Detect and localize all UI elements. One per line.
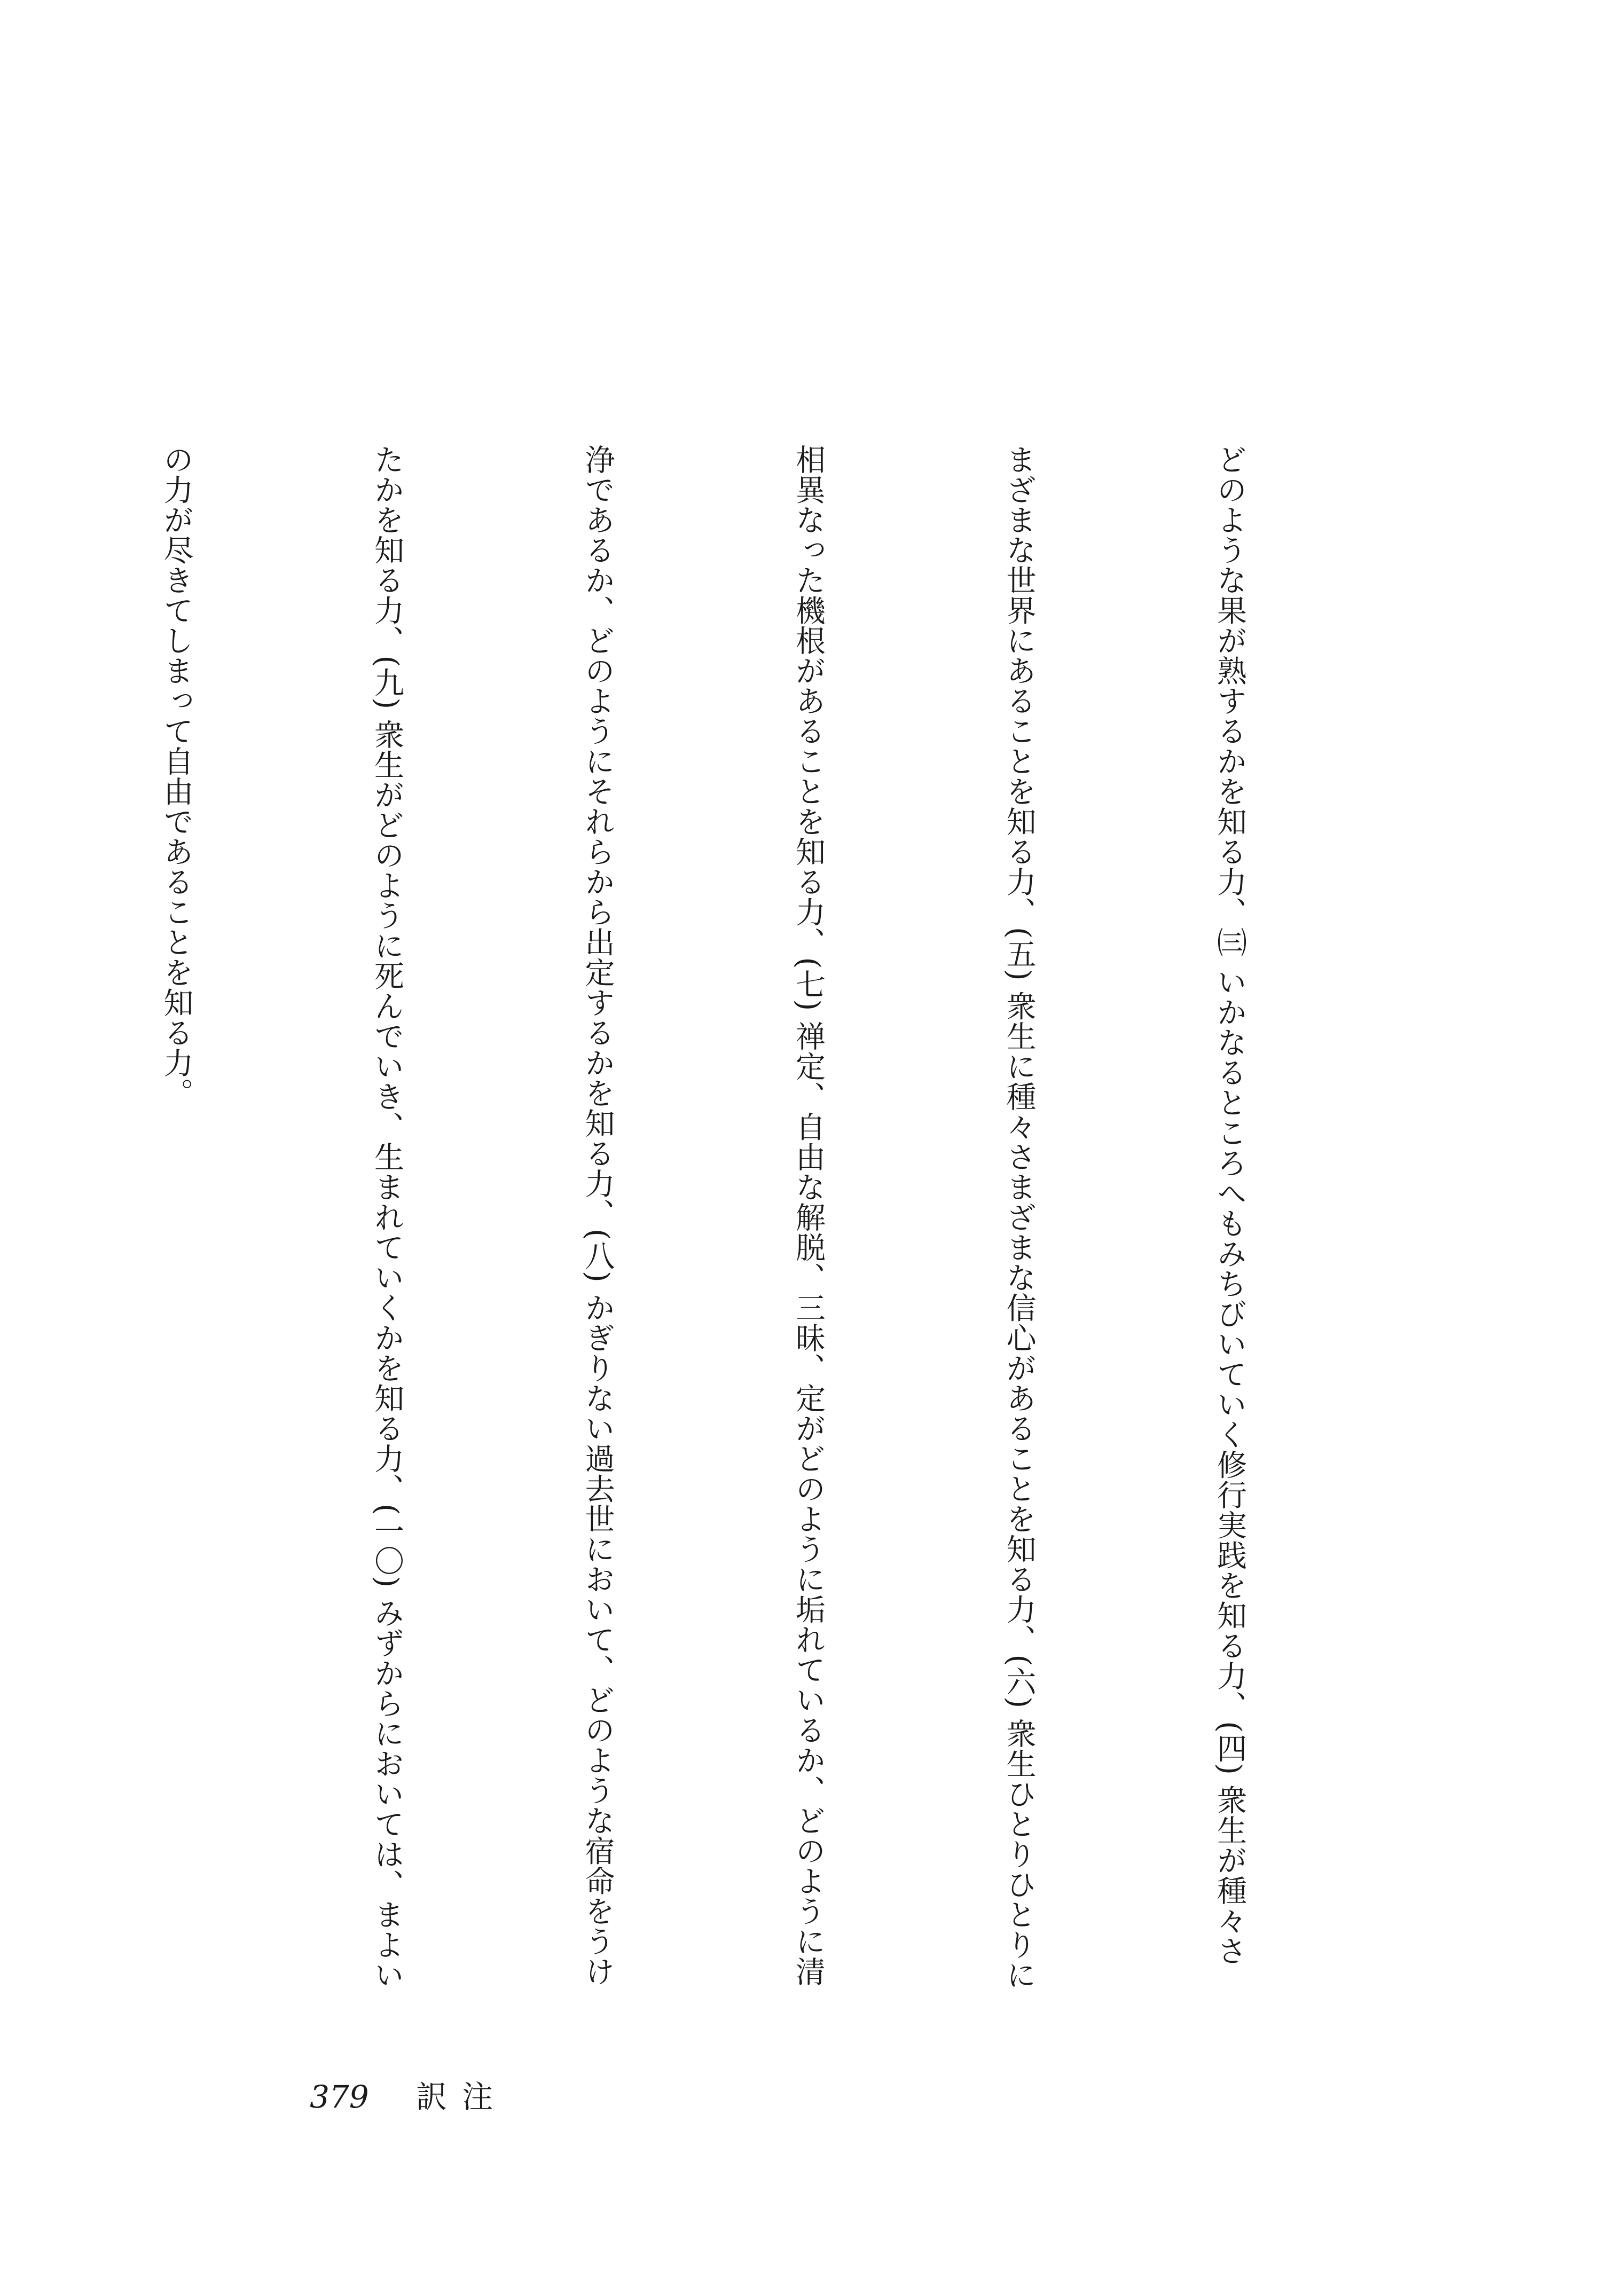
text-line: 浄であるか、どのようにそれらから出定するかを知る力、(八) かぎりない過去世において、どのような宿命をうけ <box>580 444 615 1986</box>
section-title: 訳注 <box>416 2079 508 2115</box>
annotation-text-block <box>0 444 1405 2046</box>
text-line: 相異なった機根があることを知る力、(七) 禅定、自由な解脱、三昧、定がどのように垢れているか、どのように清 <box>791 444 826 1986</box>
page-footer <box>310 2072 508 2117</box>
text-line: まざまな世界にあることを知る力、(五) 衆生に種々さまざまな信心があることを知る力、(六) 衆生ひとりひとりに <box>1001 444 1037 1990</box>
text-line: たかを知る力、(九) 衆生がどのように死んでいき、生まれていくかを知る力、(一〇) みずからにおいては、まよい <box>370 444 404 1990</box>
text-line: どのような果が熟するかを知る力、㈢ いかなるところへもみちびいていく修行実践を知る力、(四) 衆生が種々さ <box>1212 444 1247 1966</box>
page-number: 379 <box>310 2079 369 2115</box>
note-19-line <box>0 444 1 2046</box>
text-line: の力が尽きてしまって自由であることを知る力。 <box>159 444 194 1108</box>
